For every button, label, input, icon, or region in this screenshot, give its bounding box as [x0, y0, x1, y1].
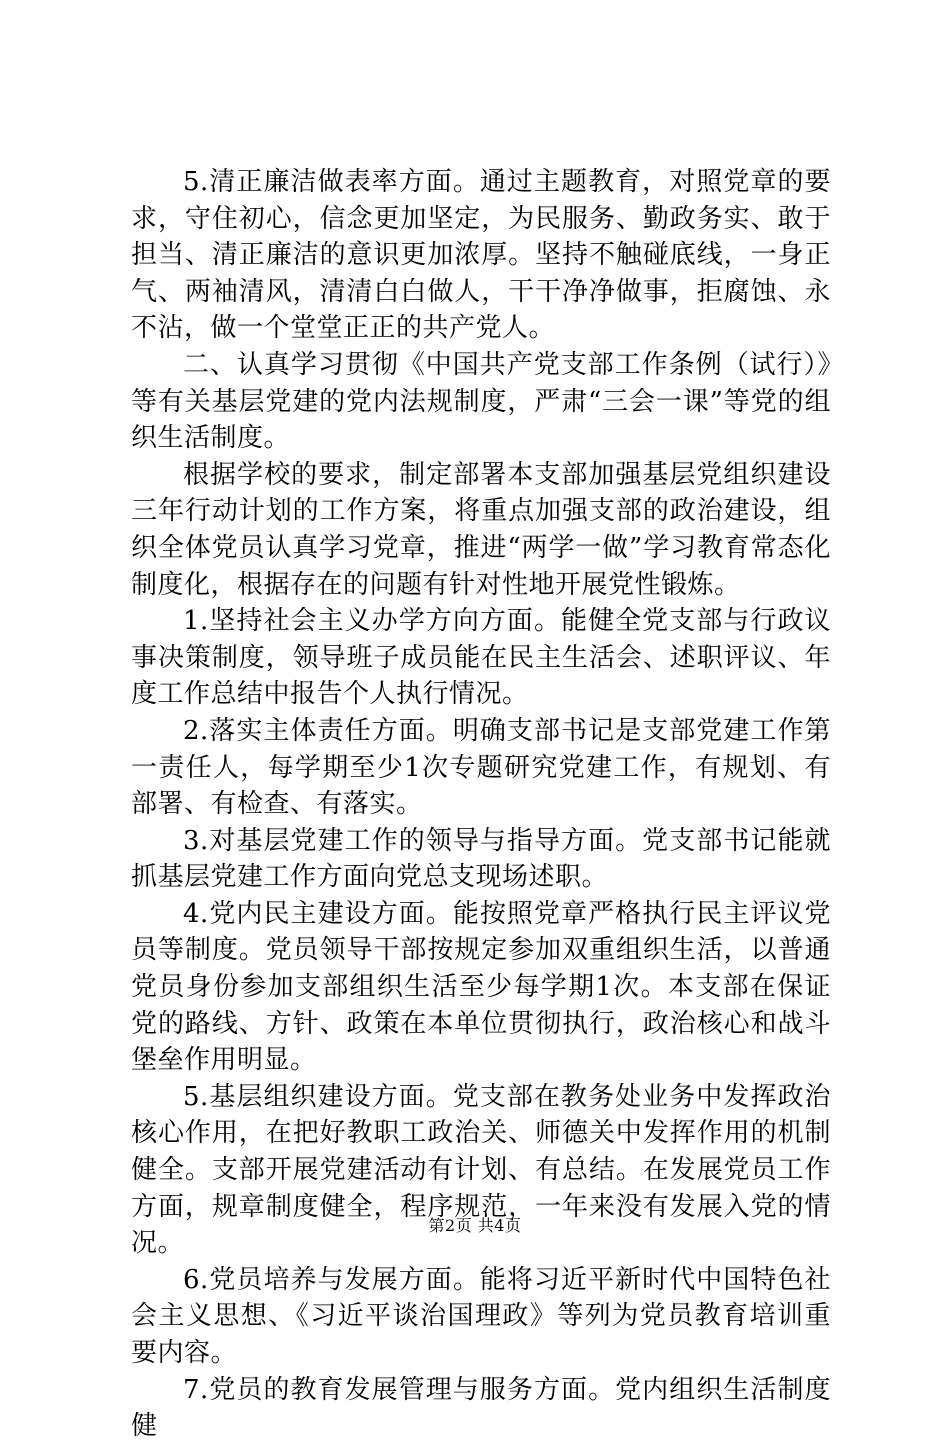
- paragraph-integrity: 5.清正廉洁做表率方面。通过主题教育，对照党章的要求，守住初心，信念更加坚定，为民服务、勤政务实、敢于担当、清正廉洁的意识更加浓厚。坚持不触碰底线，一身正气、两袖清风，清清白白做人，干干净净做事，拒腐蚀、永不沾，做一个堂堂正正的共产党人。: [131, 167, 831, 344]
- paragraph-item-3: 3.对基层党建工作的领导与指导方面。党支部书记能就抓基层党建工作方面向党总支现场述职。: [131, 825, 831, 893]
- paragraph-item-4: 4.党内民主建设方面。能按照党章严格执行民主评议党员等制度。党员领导干部按规定参加双重组织生活，以普通党员身份参加支部组织生活至少每学期1次。本支部在保证党的路线、方针、政策在本单位贯彻执行，政治核心和战斗堡垒作用明显。: [131, 898, 831, 1076]
- document-body: [131, 164, 831, 1445]
- paragraph-item-6: 6.党员培养与发展方面。能将习近平新时代中国特色社会主义思想、《习近平谈治国理政》等列为党员教育培训重要内容。: [131, 1264, 831, 1368]
- paragraph-item-7: 7.党员的教育发展管理与服务方面。党内组织生活制度健: [131, 1374, 831, 1442]
- paragraph-item-2: 2.落实主体责任方面。明确支部书记是支部党建工作第一责任人，每学期至少1次专题研究党建工作，有规划、有部署、有检查、有落实。: [131, 715, 831, 820]
- page-footer: 第2页 共4页: [428, 1216, 522, 1235]
- paragraph-item-1: 1.坚持社会主义办学方向方面。能健全党支部与行政议事决策制度，领导班子成员能在民主生活会、述职评议、年度工作总结中报告个人执行情况。: [131, 606, 831, 710]
- paragraph-section-two-heading: 二、认真学习贯彻《中国共产党支部工作条例（试行）》等有关基层党建的党内法规制度，严肃“三会一课”等党的组织生活制度。: [131, 349, 831, 454]
- paragraph-action-plan: 根据学校的要求，制定部署本支部加强基层党组织建设三年行动计划的工作方案，将重点加强支部的政治建设，组织全体党员认真学习党章，推进“两学一做”学习教育常态化制度化，根据存在的问题有针对性地开展党性锻炼。: [131, 459, 831, 600]
- paragraph-item-5: 5.基层组织建设方面。党支部在教务处业务中发挥政治核心作用，在把好教职工政治关、师德关中发挥作用的机制健全。支部开展党建活动有计划、有总结。在发展党员工作方面，规章制度健全，程序规范，一年来没有发展入党的情况。: [131, 1081, 831, 1259]
